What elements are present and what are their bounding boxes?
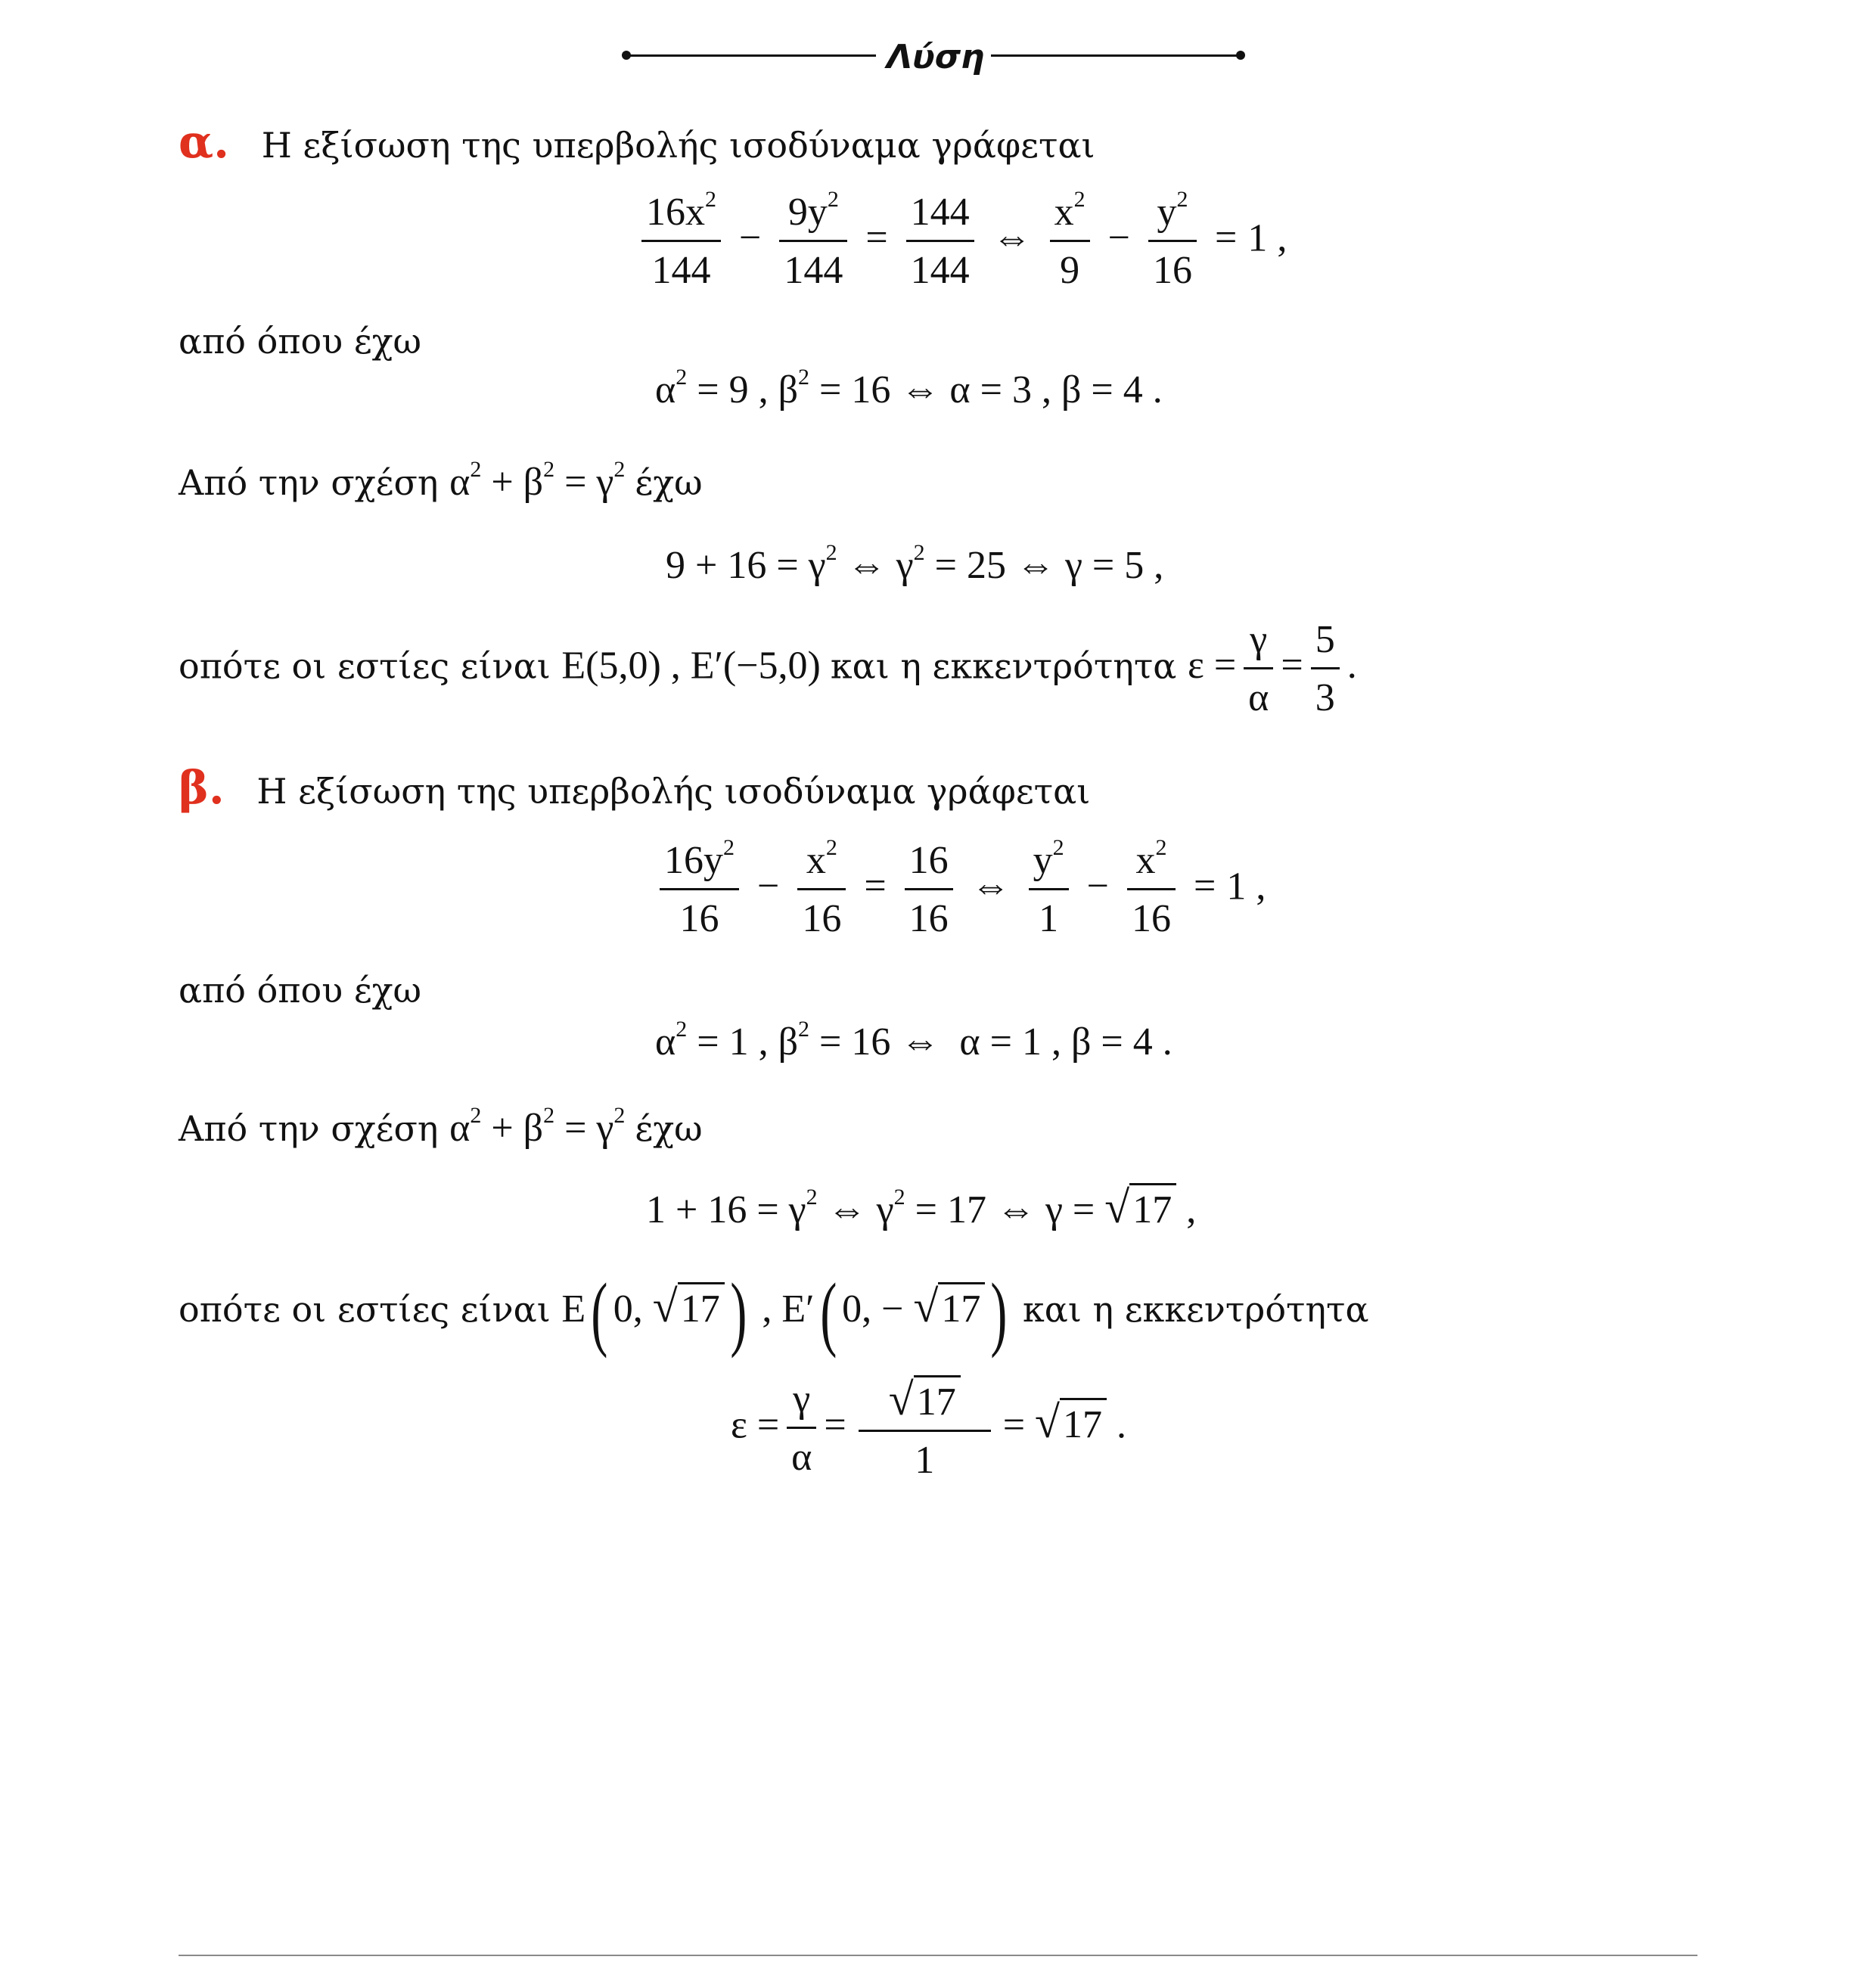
- part-b-relation-before: Από την σχέση: [179, 1108, 439, 1149]
- part-b-foci-line: [179, 1266, 1369, 1359]
- part-b-equation-2: $\alpha^2 = 1$ , $\beta^2 = 16$ ⇔ α = 1 , β = 4 .: [655, 1016, 1172, 1064]
- part-a-label: α.: [179, 116, 230, 169]
- header-dot-right: [1236, 51, 1245, 60]
- part-b-foci-text: οπότε οι εστίες είναι: [179, 1288, 551, 1330]
- part-b-intro-line: [179, 762, 1091, 815]
- header-rule-left: [626, 54, 876, 57]
- header-dot-left: [622, 51, 631, 60]
- part-b-equation-3: $1 + 16 = \gamma^2$ ⇔ $\gamma^2 = 17$ ⇔ γ = √17 ,: [646, 1182, 1197, 1232]
- part-a-eccentricity-formula: ε = $\frac{\gamma}{\alpha}$ = $\frac{5}{3}$ .: [1187, 618, 1357, 719]
- part-b-intro: Η εξίσωση της υπερβολής ισοδύναμα γράφεται: [256, 771, 1091, 812]
- part-a-foci-text: οπότε οι εστίες είναι: [179, 645, 551, 687]
- part-a-equation-1: $\frac{16x^2}{144}$ − $\frac{9y^2}{144}$ = $\frac{144}{144}$ ⇔ $\frac{x^2}{9}$ − $\frac{y^2}{16}$ = 1 ,: [634, 193, 1287, 290]
- part-b-relation-formula: $\alpha^2 + \beta^2 = \gamma^2$: [449, 1102, 626, 1150]
- part-a-intro-line: [179, 116, 1095, 169]
- part-a-relation-line: [179, 456, 703, 504]
- part-b-equation-1: $\frac{16y^2}{16}$ − $\frac{x^2}{16}$ = $\frac{16}{16}$ ⇔ $\frac{y^2}{1}$ − $\frac{x^2}{16}$ = 1 ,: [652, 841, 1266, 939]
- part-a-relation-before: Από την σχέση: [179, 462, 439, 503]
- part-b-relation-after: έχω: [635, 1108, 703, 1149]
- part-b-from-text: από όπου έχω: [179, 970, 422, 1011]
- header-title: Λύση: [887, 38, 985, 76]
- part-a-equation-3: $9 + 16 = \gamma^2$ ⇔ $\gamma^2 = 25$ ⇔ γ = 5 ,: [666, 539, 1164, 587]
- part-a-equation-2: $\alpha^2 = 9$ , $\beta^2 = 16$ ⇔ α = 3 , β = 4 .: [655, 364, 1163, 412]
- footer-rule: [179, 1955, 1697, 1956]
- part-b-equation-4: ε = $\frac{\gamma}{\alpha}$ = $\frac{√17}{1}$ = √17 .: [731, 1374, 1126, 1482]
- part-b-relation-line: [179, 1102, 703, 1150]
- part-a-relation-formula: $\alpha^2 + \beta^2 = \gamma^2$: [449, 456, 626, 504]
- part-a-from-text: από όπου έχω: [179, 321, 422, 362]
- part-a-foci-line: [179, 620, 1357, 718]
- part-a-intro: Η εξίσωση της υπερβολής ισοδύναμα γράφεται: [261, 125, 1095, 166]
- part-a-eccentricity-text: και η εκκεντρότητα: [830, 645, 1177, 687]
- part-b-eccentricity-text: και η εκκεντρότητα: [1023, 1288, 1369, 1330]
- part-b-foci-formula: E( 0, √17 ) , E′( 0, − √17 ): [561, 1266, 1008, 1359]
- part-a-foci-formula: E(5,0) , E′(−5,0): [561, 644, 831, 688]
- part-a-relation-after: έχω: [635, 462, 703, 503]
- header-rule-right: [991, 54, 1242, 57]
- part-b-label: β.: [179, 762, 225, 815]
